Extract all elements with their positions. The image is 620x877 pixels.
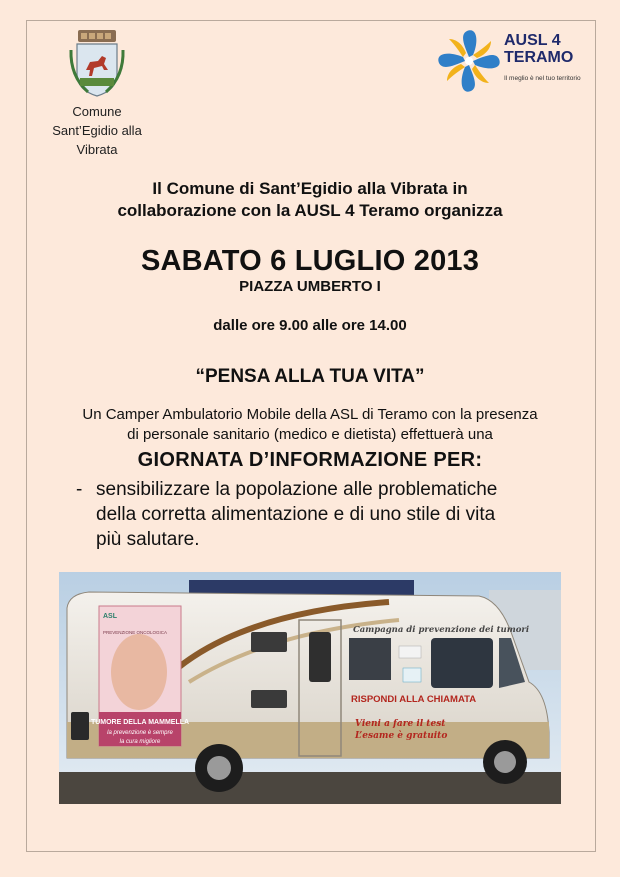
comune-name-line: Comune [72, 104, 122, 119]
giornata-heading: GIORNATA D’INFORMAZIONE PER: [137, 449, 483, 471]
event-place: PIAZZA UMBERTO I [239, 278, 381, 295]
description [40, 405, 580, 445]
panel-sub: la prevenzione è sempre [107, 730, 173, 736]
comune-name [42, 102, 152, 159]
comune-name-line: Sant’Egidio alla [52, 123, 142, 138]
propeller-logo-icon [436, 28, 502, 94]
test-text: Vieni a fare il test [355, 719, 446, 729]
bullet-line: della corretta alimentazione e di uno stile di vita [96, 504, 496, 525]
campaign-text: Campagna di prevenzione dei tumori [353, 625, 530, 635]
camper-photo [59, 572, 561, 804]
test-text: L’esame è gratuito [355, 731, 448, 741]
bullet-dash: - [76, 479, 83, 500]
bullet-text [96, 477, 497, 552]
comune-logo-block [42, 28, 152, 159]
panel-small: PREVENZIONE ONCOLOGICA [103, 630, 168, 635]
respond-text: RISPONDI ALLA CHIAMATA [351, 694, 477, 705]
intro-text [40, 178, 580, 222]
ausl-name-line: TERAMO [504, 49, 574, 66]
ausl-logo [436, 28, 596, 94]
ground [59, 772, 561, 804]
bullet-line: più salutare. [96, 529, 200, 550]
panel-badge: ASL [103, 613, 117, 620]
event-date: SABATO 6 LUGLIO 2013 [140, 245, 480, 277]
ausl-name [504, 32, 573, 66]
bullet-item [76, 477, 576, 552]
intro-line: Il Comune di Sant’Egidio alla Vibrata in [152, 179, 468, 198]
bullet-line: sensibilizzare la popolazione alle problematiche [96, 479, 498, 500]
comune-name-line: Vibrata [76, 142, 118, 157]
intro-line: collaborazione con la AUSL 4 Teramo organizza [117, 201, 503, 220]
description-line: di personale sanitario (medico e dietista) effettuerà una [127, 426, 493, 443]
panel-title: TUMORE DELLA MAMMELLA [90, 719, 190, 726]
panel-sub: la cura migliore [119, 739, 161, 745]
event-hours: dalle ore 9.00 alle ore 14.00 [213, 317, 407, 334]
description-line: Un Camper Ambulatorio Mobile della ASL di Teramo con la presenza [82, 406, 538, 423]
campaign-slogan: “PENSA ALLA TUA VITA” [195, 366, 425, 387]
ausl-name-line: AUSL 4 [504, 32, 561, 49]
crest-icon [68, 28, 126, 98]
ausl-tagline: Il meglio è nel tuo territorio [504, 75, 581, 82]
camper-illustration [59, 572, 561, 804]
